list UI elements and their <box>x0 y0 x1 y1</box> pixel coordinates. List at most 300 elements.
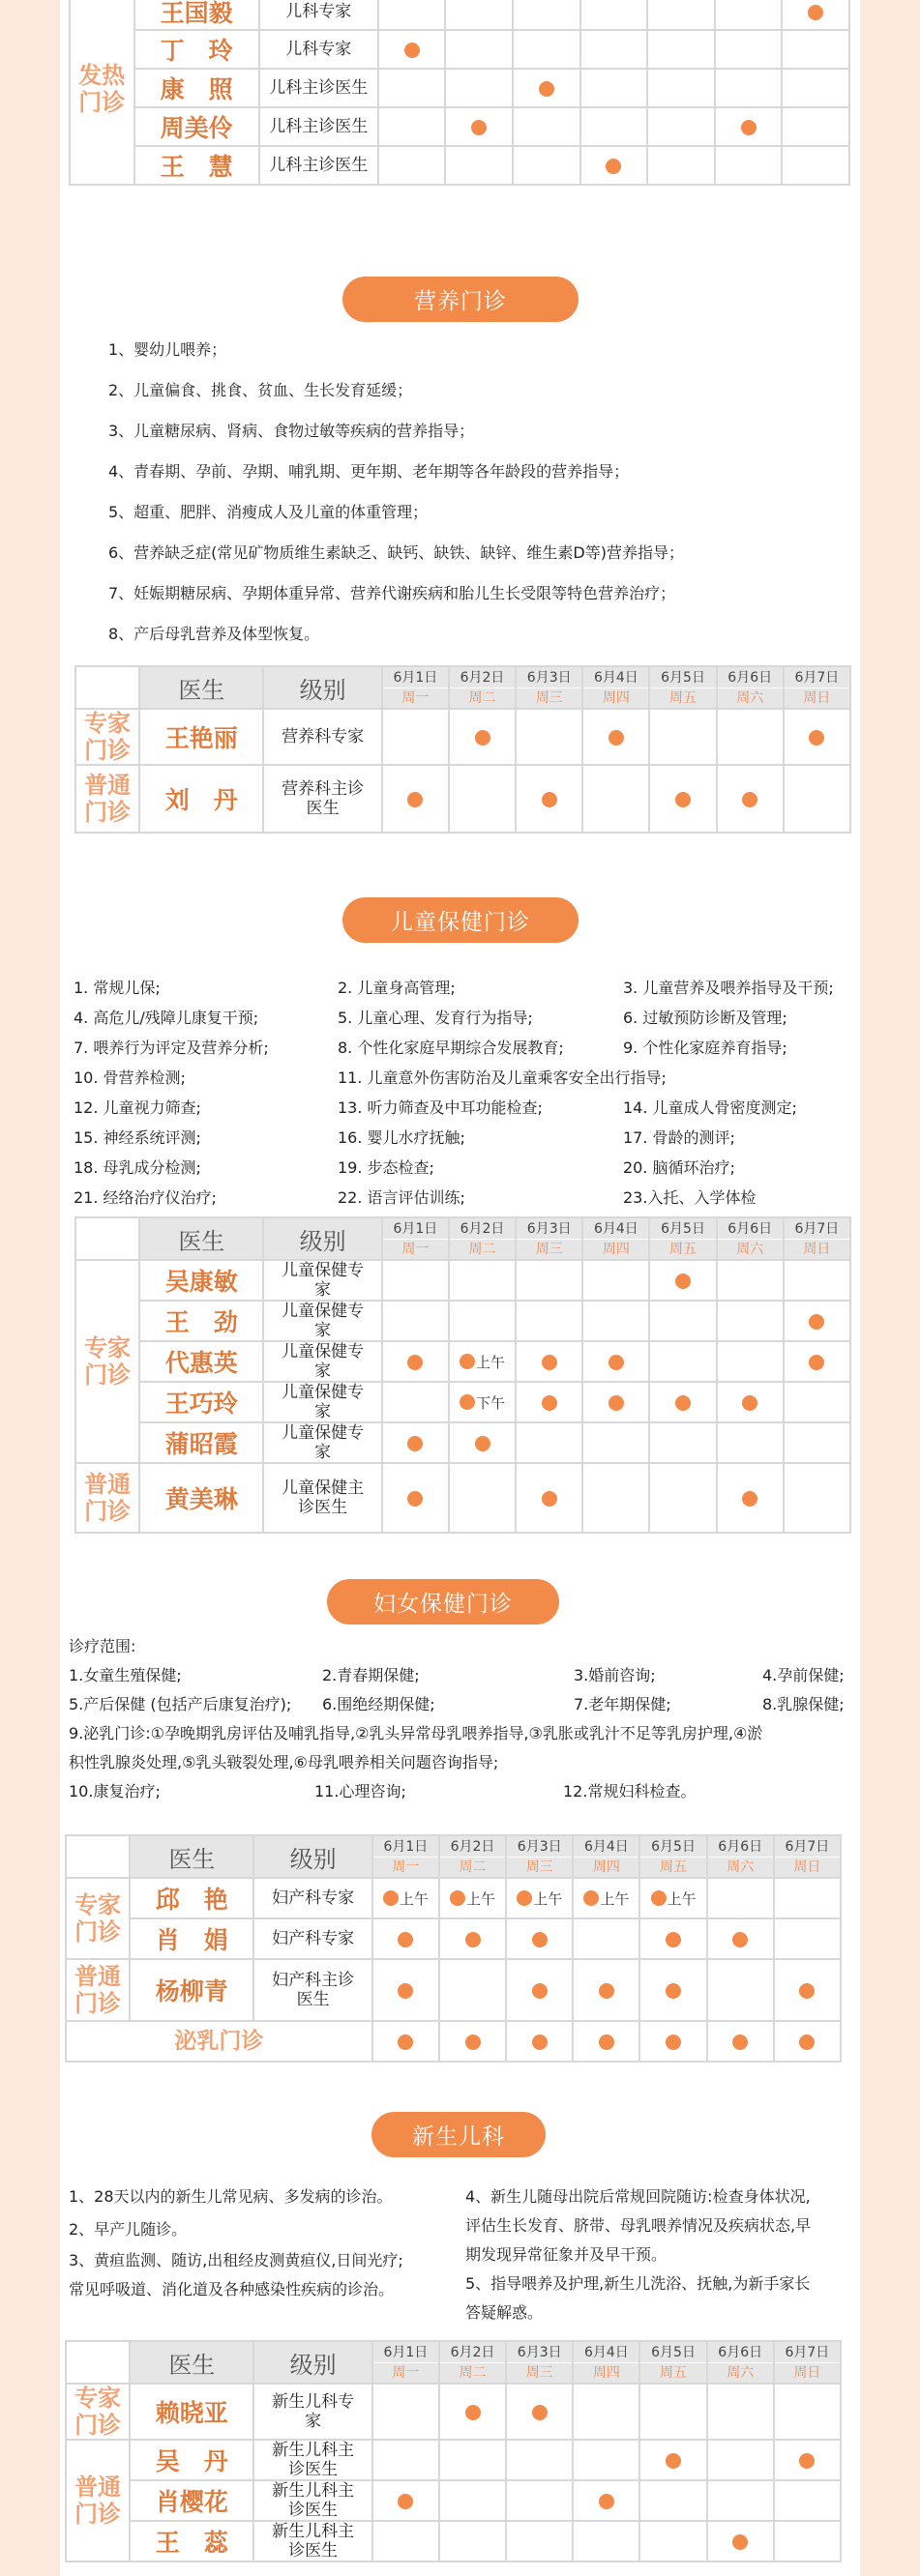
women-item: 8.乳腺保健; <box>762 1695 845 1713</box>
day-weekday: 周一 <box>383 1239 448 1257</box>
child-item: 21. 经络治疗仪治疗; <box>74 1188 217 1207</box>
women-health-schedule-table <box>65 1834 842 2063</box>
schedule-cell <box>516 1260 582 1301</box>
doctor-name: 王艳丽 <box>139 709 263 765</box>
day-date: 6月4日 <box>583 1838 629 1855</box>
clinic-category-line: 专家门诊 <box>74 1891 122 1946</box>
child-item: 16. 婴儿水疗抚触; <box>338 1128 465 1147</box>
header-day <box>573 2341 639 2384</box>
schedule-dot <box>532 2405 548 2420</box>
schedule-cell <box>649 1341 716 1382</box>
schedule-cell <box>372 1918 439 1959</box>
clinic-category <box>75 1463 139 1533</box>
newborn-schedule-table <box>65 2340 842 2562</box>
nutrition-item: 5、超重、肥胖、消瘦成人及儿童的体重管理； <box>108 503 429 521</box>
schedule-cell <box>439 1878 506 1918</box>
day-weekday: 周三 <box>517 688 581 706</box>
doctor-level-text: 新生儿科专家 <box>272 2392 355 2431</box>
schedule-cell <box>506 2384 573 2440</box>
schedule-cell <box>382 765 449 833</box>
day-date: 6月3日 <box>517 1838 562 1855</box>
schedule-cell <box>573 2521 639 2561</box>
schedule-cell <box>717 1422 784 1463</box>
schedule-row <box>75 1463 850 1533</box>
day-weekday: 周五 <box>640 2362 705 2381</box>
women-lactation-line-b: 积性乳腺炎处理,⑤乳头皲裂处理,⑥母乳喂养相关问题咨询指导; <box>69 1753 499 1771</box>
schedule-cell <box>449 765 516 833</box>
doctor-level <box>263 1260 381 1301</box>
day-weekday: 周日 <box>775 1857 840 1875</box>
schedule-cell <box>516 1382 582 1422</box>
schedule-cell <box>707 1878 774 1918</box>
schedule-cell <box>639 2021 706 2062</box>
clinic-category <box>70 0 134 185</box>
nutrition-item: 6、营养缺乏症(常见矿物质维生素缺乏、缺钙、缺铁、缺锌、维生素D等)营养指导； <box>108 543 684 562</box>
clinic-category-line: 发热门诊 <box>78 62 126 116</box>
schedule-cell <box>774 1918 841 1959</box>
schedule-cell <box>372 2021 439 2062</box>
header-day <box>439 2341 506 2384</box>
doctor-level-text: 儿童保健主诊医生 <box>282 1478 365 1517</box>
schedule-cell <box>449 1260 516 1301</box>
schedule-cell <box>382 1341 449 1382</box>
schedule-dot <box>799 2453 815 2469</box>
schedule-cell <box>774 1878 841 1918</box>
schedule-dot <box>450 1890 465 1906</box>
doctor-level-text: 儿童保健专家 <box>282 1383 365 1421</box>
schedule-cell <box>378 146 446 185</box>
day-weekday: 周日 <box>775 2362 840 2381</box>
schedule-cell <box>513 146 580 185</box>
women-item: 11.心理咨询; <box>314 1782 406 1800</box>
child-item: 11. 儿童意外伤害防治及儿童乘客安全出行指导; <box>338 1068 667 1087</box>
schedule-cell <box>378 30 446 69</box>
schedule-dot <box>651 1890 667 1906</box>
women-item: 3.婚前咨询; <box>574 1666 656 1684</box>
day-weekday: 周一 <box>373 2362 438 2381</box>
child-item: 18. 母乳成分检测; <box>74 1158 201 1177</box>
schedule-cell <box>580 0 648 30</box>
child-health-schedule-table <box>74 1216 851 1534</box>
doctor-level-text: 儿童保健专家 <box>282 1261 365 1300</box>
schedule-row <box>70 0 849 30</box>
women-item: 5.产后保健 (包括产后康复治疗); <box>69 1695 292 1713</box>
table-header-row <box>75 666 850 709</box>
day-date: 6月2日 <box>450 1838 495 1855</box>
day-weekday: 周三 <box>507 2362 572 2381</box>
schedule-row <box>75 709 850 765</box>
schedule-dot <box>608 730 624 746</box>
content-area <box>60 0 860 2576</box>
schedule-cell <box>382 1463 449 1533</box>
schedule-cell <box>647 0 715 30</box>
clinic-category <box>66 1878 130 1959</box>
clinic-category-line: 专家门诊 <box>74 2385 122 2439</box>
doctor-name: 康 照 <box>134 69 259 107</box>
day-weekday: 周四 <box>574 2362 638 2381</box>
schedule-cell <box>573 1918 639 1959</box>
child-item: 13. 听力筛查及中耳功能检查; <box>338 1098 543 1117</box>
schedule-cell <box>573 2384 639 2440</box>
schedule-cell <box>647 30 715 69</box>
day-date: 6月3日 <box>526 669 572 686</box>
child-item: 19. 步态检查; <box>338 1158 434 1177</box>
schedule-cell <box>439 2384 506 2440</box>
schedule-dot <box>675 1395 691 1411</box>
schedule-dot <box>599 2034 614 2050</box>
header-doctor: 医生 <box>139 1217 263 1260</box>
schedule-cell <box>582 1260 649 1301</box>
schedule-cell <box>649 1463 716 1533</box>
schedule-cell <box>382 1422 449 1463</box>
newborn-item: 期发现异常征象并及早干预。 <box>465 2245 668 2264</box>
section-title-nutrition: 营养门诊 <box>342 277 579 322</box>
child-item: 17. 骨龄的测评; <box>623 1128 735 1147</box>
schedule-row <box>70 30 849 69</box>
schedule-dot <box>475 730 490 746</box>
schedule-cell <box>707 2021 774 2062</box>
schedule-cell <box>649 1422 716 1463</box>
child-item: 10. 骨营养检测; <box>74 1068 186 1087</box>
doctor-name: 黄美琳 <box>139 1463 263 1533</box>
schedule-dot <box>407 792 423 807</box>
schedule-dot <box>465 2034 481 2050</box>
day-weekday: 周二 <box>440 1857 505 1875</box>
schedule-cell <box>382 1260 449 1301</box>
day-weekday: 周日 <box>785 1239 849 1257</box>
header-day <box>506 2341 573 2384</box>
schedule-row <box>66 1878 841 1918</box>
schedule-cell <box>715 69 783 107</box>
schedule-row <box>66 2521 841 2561</box>
schedule-row <box>66 1918 841 1959</box>
doctor-name: 杨柳青 <box>130 1959 253 2021</box>
schedule-dot <box>542 792 557 807</box>
schedule-cell <box>372 1959 439 2021</box>
schedule-dot <box>741 120 757 135</box>
lactation-row <box>66 2021 841 2062</box>
schedule-cell <box>439 2021 506 2062</box>
header-day <box>717 1217 784 1260</box>
header-day <box>582 1217 649 1260</box>
schedule-row <box>75 1341 850 1382</box>
session-note: 上午 <box>466 1889 496 1908</box>
schedule-cell <box>516 1301 582 1341</box>
day-date: 6月4日 <box>593 669 638 686</box>
child-item: 7. 喂养行为评定及营养分析; <box>74 1039 269 1057</box>
schedule-cell <box>516 765 582 833</box>
day-date: 6月7日 <box>794 669 840 686</box>
schedule-cell <box>582 1463 649 1533</box>
header-level: 级别 <box>263 666 381 709</box>
header-doctor: 医生 <box>130 1835 253 1878</box>
doctor-level-text: 妇产科专家 <box>272 1929 355 1948</box>
schedule-row <box>66 2480 841 2521</box>
clinic-category <box>66 2440 130 2561</box>
schedule-cell <box>506 2480 573 2521</box>
header-day <box>707 1835 774 1878</box>
schedule-cell <box>715 0 783 30</box>
header-day <box>639 1835 706 1878</box>
schedule-cell <box>573 1959 639 2021</box>
women-item: 10.康复治疗; <box>69 1782 161 1800</box>
schedule-cell <box>639 2480 706 2521</box>
schedule-cell <box>582 1382 649 1422</box>
schedule-cell <box>573 2440 639 2480</box>
table-header-row <box>66 2341 841 2384</box>
child-item: 23.入托、入学体检 <box>623 1188 757 1207</box>
day-weekday: 周四 <box>574 1857 638 1875</box>
child-item: 2. 儿童身高管理; <box>338 979 456 997</box>
schedule-cell <box>382 709 449 765</box>
schedule-dot <box>398 1932 413 1947</box>
women-item: 2.青春期保健; <box>322 1666 420 1684</box>
day-date: 6月7日 <box>785 2344 830 2360</box>
schedule-cell <box>707 2521 774 2561</box>
left-margin <box>0 0 60 2576</box>
schedule-cell <box>513 0 580 30</box>
schedule-dot <box>460 1354 475 1369</box>
schedule-cell <box>717 765 784 833</box>
newborn-item: 4、新生儿随母出院后常规回院随访:检查身体状况, <box>465 2187 811 2206</box>
schedule-cell <box>372 2440 439 2480</box>
women-item: 1.女童生殖保健; <box>69 1666 182 1684</box>
schedule-cell <box>649 765 716 833</box>
doctor-level <box>253 2384 371 2440</box>
doctor-level: 儿科主诊医生 <box>259 107 378 146</box>
day-weekday: 周一 <box>383 688 448 706</box>
schedule-cell <box>573 2021 639 2062</box>
schedule-cell <box>707 1959 774 2021</box>
women-scope-label: 诊疗范围: <box>69 1637 136 1655</box>
schedule-cell <box>506 2021 573 2062</box>
schedule-dot <box>471 120 487 135</box>
child-item: 8. 个性化家庭早期综合发展教育; <box>338 1039 564 1057</box>
schedule-cell <box>707 2480 774 2521</box>
child-item: 6. 过敏预防诊断及管理; <box>623 1009 787 1027</box>
schedule-cell <box>582 1422 649 1463</box>
header-day <box>382 1217 449 1260</box>
doctor-name: 吴 丹 <box>130 2440 253 2480</box>
table-header-row <box>75 1217 850 1260</box>
header-level: 级别 <box>253 1835 371 1878</box>
header-day <box>639 2341 706 2384</box>
doctor-name: 肖 娟 <box>130 1918 253 1959</box>
day-date: 6月3日 <box>517 2344 562 2360</box>
day-date: 6月5日 <box>651 2344 696 2360</box>
schedule-dot <box>608 1355 624 1370</box>
header-day <box>372 1835 439 1878</box>
day-weekday: 周一 <box>373 1857 438 1875</box>
schedule-cell <box>784 1382 850 1422</box>
schedule-cell <box>445 107 513 146</box>
clinic-category-line: 专家门诊 <box>84 710 132 764</box>
schedule-cell <box>774 1959 841 2021</box>
schedule-dot <box>809 1314 824 1330</box>
schedule-cell <box>378 69 446 107</box>
schedule-cell <box>707 2384 774 2440</box>
schedule-cell <box>516 1422 582 1463</box>
schedule-cell <box>382 1382 449 1422</box>
newborn-item: 5、指导喂养及护理,新生儿洗浴、抚触,为新手家长 <box>465 2274 811 2293</box>
doctor-level-text: 新生儿科主诊医生 <box>272 2522 355 2561</box>
day-date: 6月6日 <box>718 1838 763 1855</box>
schedule-row <box>70 107 849 146</box>
child-item: 15. 神经系统评测; <box>74 1128 201 1147</box>
schedule-cell <box>717 1382 784 1422</box>
schedule-cell <box>649 1382 716 1422</box>
doctor-name: 刘 丹 <box>139 765 263 833</box>
nutrition-item: 4、青春期、孕前、孕期、哺乳期、更年期、老年期等各年龄段的营养指导； <box>108 462 630 481</box>
section-title-women-health: 妇女保健门诊 <box>327 1579 559 1625</box>
schedule-row <box>70 69 849 107</box>
doctor-level <box>263 1463 381 1533</box>
schedule-cell <box>774 2021 841 2062</box>
day-date: 6月2日 <box>450 2344 495 2360</box>
session-note: 下午 <box>476 1393 506 1412</box>
header-category-cell <box>75 1217 139 1260</box>
schedule-cell <box>449 1341 516 1382</box>
schedule-cell <box>647 69 715 107</box>
child-item: 14. 儿童成人骨密度测定; <box>623 1098 797 1117</box>
women-item: 7.老年期保健; <box>574 1695 671 1713</box>
day-date: 6月7日 <box>794 1220 840 1237</box>
day-weekday: 周六 <box>718 1239 783 1257</box>
schedule-dot <box>465 1932 481 1947</box>
day-date: 6月4日 <box>593 1220 638 1237</box>
day-date: 6月1日 <box>393 669 438 686</box>
day-weekday: 周六 <box>708 2362 773 2381</box>
schedule-cell <box>439 1959 506 2021</box>
right-margin <box>860 0 920 2576</box>
header-doctor: 医生 <box>130 2341 253 2384</box>
schedule-cell <box>639 2440 706 2480</box>
schedule-dot <box>809 1355 824 1370</box>
schedule-cell <box>580 69 648 107</box>
schedule-dot <box>404 43 420 58</box>
schedule-cell <box>573 1878 639 1918</box>
doctor-name: 王国毅 <box>134 0 259 30</box>
schedule-cell <box>372 1878 439 1918</box>
schedule-cell <box>782 30 849 69</box>
header-category-cell <box>66 2341 130 2384</box>
schedule-row <box>75 1260 850 1301</box>
women-item: 4.孕前保健; <box>762 1666 845 1684</box>
schedule-dot <box>407 1355 423 1370</box>
doctor-name: 周美伶 <box>134 107 259 146</box>
schedule-dot <box>732 2034 748 2050</box>
header-day <box>784 1217 850 1260</box>
schedule-cell <box>784 1463 850 1533</box>
day-date: 6月2日 <box>460 669 505 686</box>
day-weekday: 周四 <box>583 1239 648 1257</box>
schedule-cell <box>717 1260 784 1301</box>
day-weekday: 周三 <box>507 1857 572 1875</box>
clinic-category-line: 普通门诊 <box>84 772 132 826</box>
day-weekday: 周五 <box>650 1239 715 1257</box>
schedule-cell <box>639 1878 706 1918</box>
doctor-level <box>253 1918 371 1959</box>
header-day <box>784 666 850 709</box>
clinic-category-line: 普通门诊 <box>84 1471 132 1525</box>
schedule-cell <box>784 765 850 833</box>
day-date: 6月5日 <box>651 1838 696 1855</box>
header-day <box>707 2341 774 2384</box>
schedule-cell <box>647 146 715 185</box>
doctor-level-text: 妇产科主诊医生 <box>272 1971 355 2009</box>
header-day <box>573 1835 639 1878</box>
table-header-row <box>66 1835 841 1878</box>
schedule-cell <box>784 1422 850 1463</box>
doctor-name: 代惠英 <box>139 1341 263 1382</box>
schedule-cell <box>516 709 582 765</box>
day-weekday: 周日 <box>785 688 849 706</box>
header-day <box>516 1217 582 1260</box>
nutrition-item: 3、儿童糖尿病、肾病、食物过敏等疾病的营养指导； <box>108 422 475 440</box>
schedule-cell <box>580 30 648 69</box>
schedule-dot <box>542 1355 557 1370</box>
doctor-level: 儿科专家 <box>259 0 378 30</box>
clinic-category <box>66 1959 130 2021</box>
doctor-level: 儿科主诊医生 <box>259 69 378 107</box>
header-day <box>649 1217 716 1260</box>
schedule-dot <box>475 1436 490 1451</box>
schedule-dot <box>407 1436 423 1451</box>
schedule-cell <box>647 107 715 146</box>
section-title-child-health: 儿童保健门诊 <box>342 897 579 943</box>
schedule-cell <box>639 2384 706 2440</box>
schedule-cell <box>449 709 516 765</box>
doctor-level <box>263 709 381 765</box>
doctor-name: 肖樱花 <box>130 2480 253 2521</box>
header-day <box>649 666 716 709</box>
schedule-cell <box>513 69 580 107</box>
schedule-cell <box>784 1260 850 1301</box>
schedule-dot <box>517 1890 532 1906</box>
schedule-dot <box>808 5 823 20</box>
day-weekday: 周六 <box>718 688 783 706</box>
schedule-cell <box>582 709 649 765</box>
schedule-cell <box>506 2440 573 2480</box>
day-weekday: 周六 <box>708 1857 773 1875</box>
doctor-name: 吴康敏 <box>139 1260 263 1301</box>
schedule-dot <box>539 81 554 97</box>
doctor-name: 赖晓亚 <box>130 2384 253 2440</box>
header-doctor: 医生 <box>139 666 263 709</box>
newborn-item: 1、28天以内的新生儿常见病、多发病的诊治。 <box>69 2187 393 2206</box>
schedule-cell <box>717 1301 784 1341</box>
doctor-level <box>263 1382 381 1422</box>
schedule-dot <box>666 2034 681 2050</box>
schedule-cell <box>372 2384 439 2440</box>
schedule-cell <box>449 1382 516 1422</box>
schedule-dot <box>398 2494 413 2509</box>
schedule-cell <box>639 1918 706 1959</box>
schedule-dot <box>532 2034 548 2050</box>
schedule-cell <box>506 1918 573 1959</box>
schedule-dot <box>407 1491 423 1507</box>
newborn-item: 3、黄疸监测、随访,出租经皮测黄疸仪,日间光疗; <box>69 2251 403 2269</box>
nutrition-item: 2、儿童偏食、挑食、贫血、生长发育延缓； <box>108 381 413 399</box>
day-date: 6月5日 <box>661 669 705 686</box>
schedule-cell <box>439 2521 506 2561</box>
schedule-cell <box>639 1959 706 2021</box>
header-category-cell <box>75 666 139 709</box>
doctor-level-text: 妇产科专家 <box>272 1888 355 1908</box>
doctor-name: 王 慧 <box>134 146 259 185</box>
newborn-item: 2、早产儿随诊。 <box>69 2220 188 2239</box>
doctor-level <box>253 2521 371 2561</box>
